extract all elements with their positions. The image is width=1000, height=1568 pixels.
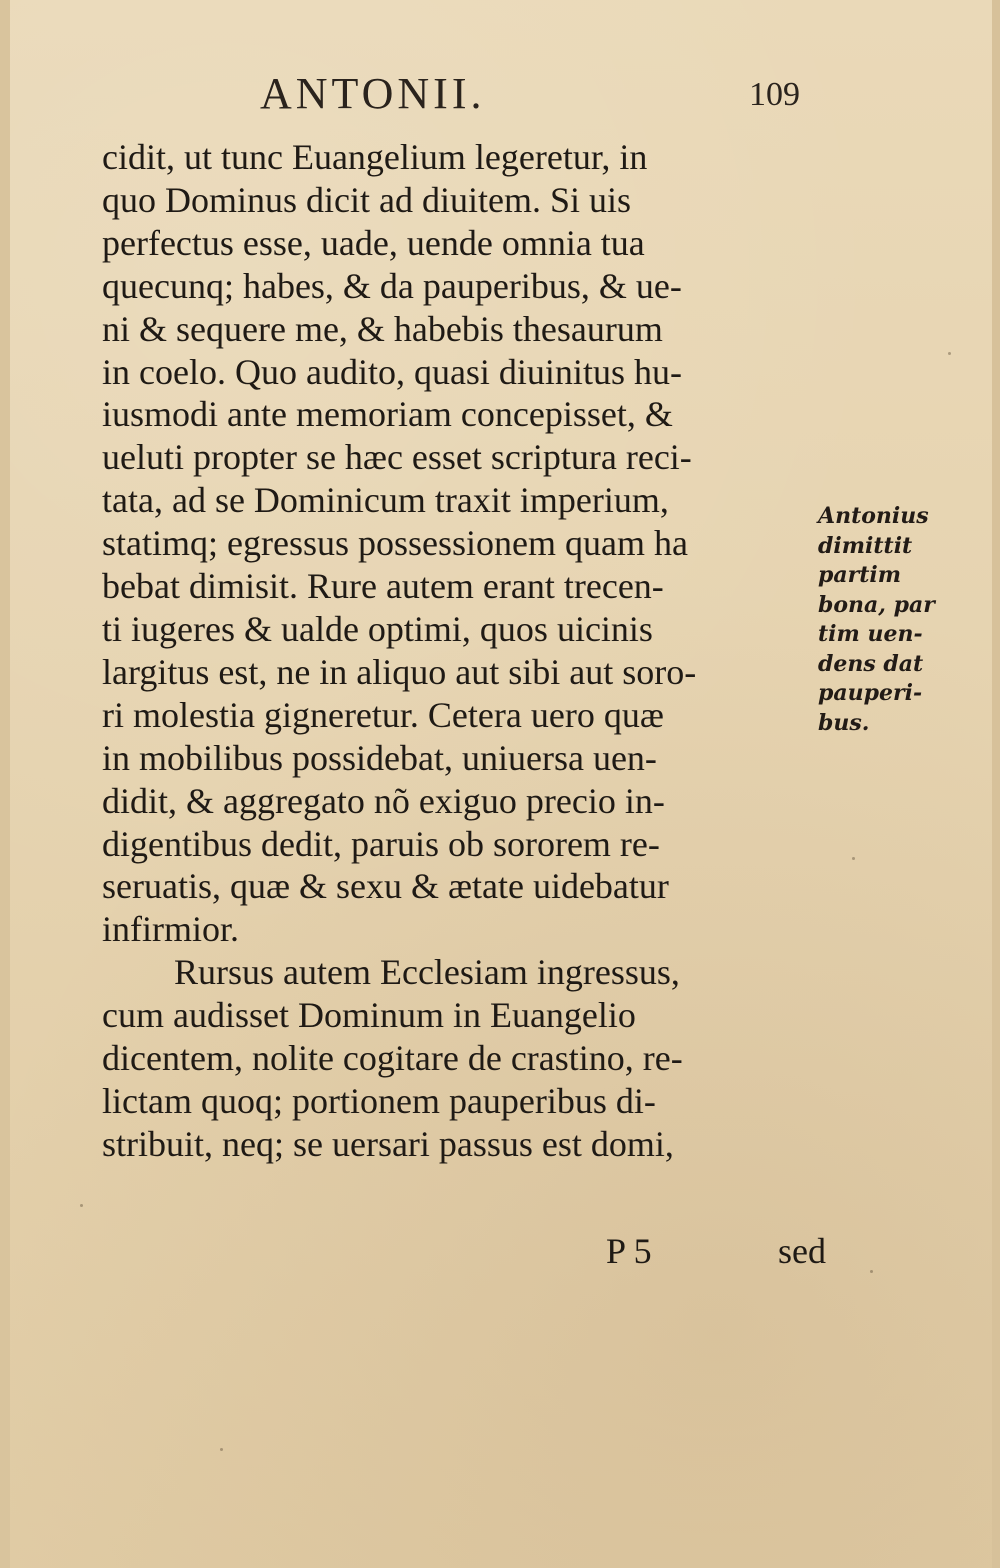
text-line: in coelo. Quo audito, quasi diuinitus hu- <box>102 351 682 392</box>
marginal-note-line: Antonius <box>818 503 929 529</box>
marginal-note-line: bus. <box>818 709 870 736</box>
text-line: didit, & aggregato nõ exiguo precio in- <box>102 780 665 821</box>
signature-mark: P 5 <box>606 1231 652 1271</box>
marginal-note-line: tim uen- <box>818 621 923 647</box>
text-line: in mobilibus possidebat, uniuersa uen- <box>102 737 657 778</box>
text-line: ti iugeres & ualde optimi, quos uicinis <box>102 608 653 649</box>
marginal-note-line: partim <box>818 562 902 588</box>
text-line: cidit, ut tunc Euangelium legeretur, in <box>102 137 648 177</box>
paper-speck <box>80 1204 83 1207</box>
paper-speck <box>870 1270 873 1273</box>
text-line: statimq; egressus possessionem quam ha <box>102 523 688 564</box>
text-line: ueluti propter se hæc esset scriptura reci- <box>102 437 692 478</box>
marginal-note-line: pauperi- <box>818 680 923 706</box>
page-header <box>260 68 820 128</box>
marginal-note <box>818 502 988 738</box>
text-line: stribuit, neq; se uersari passus est domi, <box>102 1123 674 1164</box>
text-line: tata, ad se Dominicum traxit imperium, <box>102 480 669 521</box>
paper-speck <box>948 352 951 355</box>
text-line: infirmior. <box>102 909 239 950</box>
text-line: quecunq; habes, & da pauperibus, & ue- <box>102 265 682 306</box>
paper-speck <box>852 857 855 860</box>
marginal-note-line: bona, par <box>818 591 935 618</box>
text-line: dicentem, nolite cogitare de crastino, re- <box>102 1038 683 1079</box>
text-line: quo Dominus dicit ad diuitem. Si uis <box>102 179 631 220</box>
paper-speck <box>220 1448 223 1451</box>
text-line: seruatis, quæ & sexu & ætate uidebatur <box>102 866 669 907</box>
marginal-note-line: dimittit <box>818 532 913 559</box>
text-line: ri molestia gigneretur. Cetera uero quæ <box>102 694 664 735</box>
text-line: cum audisset Dominum in Euangelio <box>102 995 636 1036</box>
text-line: largitus est, ne in aliquo aut sibi aut soro- <box>102 651 697 692</box>
main-text <box>102 136 822 1166</box>
catchword: sed <box>778 1231 826 1271</box>
text-line: ni & sequere me, & habebis thesaurum <box>102 308 663 349</box>
text-line: digentibus dedit, paruis ob sororem re- <box>102 823 660 864</box>
paragraph-start-line: Rursus autem Ecclesiam ingressus, <box>174 952 680 993</box>
page-number: 109 <box>749 76 800 113</box>
text-line: perfectus esse, uade, uende omnia tua <box>102 222 645 263</box>
text-line: iusmodi ante memoriam concepisset, & <box>102 394 673 435</box>
running-head: ANTONII. <box>260 69 486 118</box>
footer-line <box>606 1230 826 1280</box>
marginal-note-line: dens dat <box>818 650 924 677</box>
text-line: bebat dimisit. Rure autem erant trecen- <box>102 566 664 607</box>
text-line: lictam quoq; portionem pauperibus di- <box>102 1080 656 1121</box>
